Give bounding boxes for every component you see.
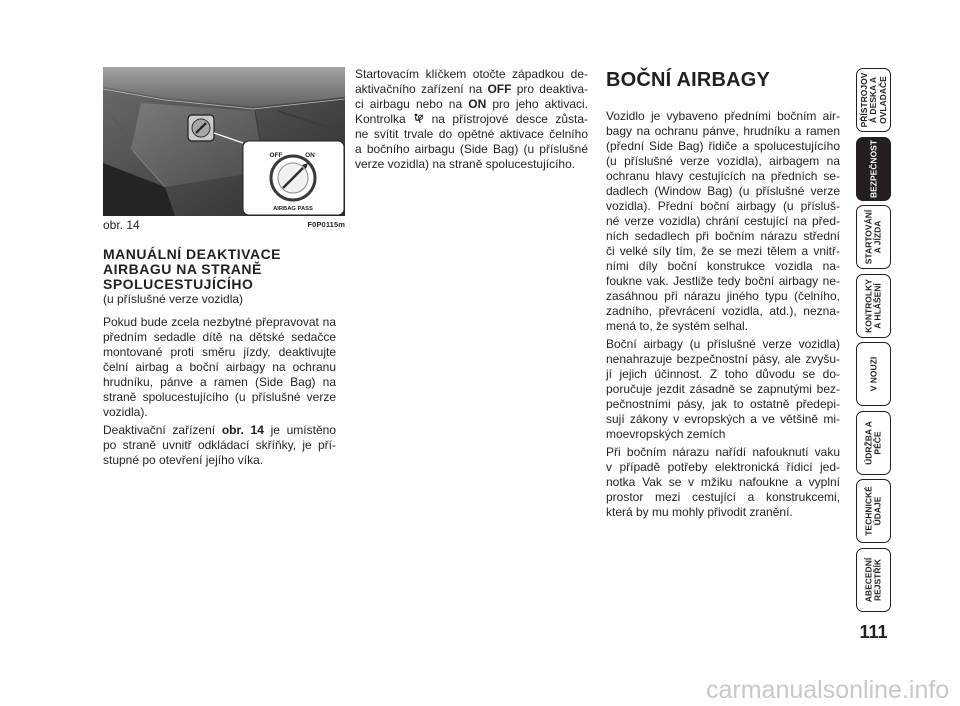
text-run: a bočního airbagu (Side Bag) (u příslušné — [355, 142, 588, 156]
page-number: 111 — [859, 622, 888, 642]
text-run: prostor mezi cestující a konstrukcemi, — [606, 489, 840, 504]
text-line — [606, 199, 840, 214]
text-line — [606, 109, 840, 124]
text-run: která by mu mohly přivodit zranění. — [606, 504, 793, 519]
text-run: ních sedadlech při bočním nárazu střední — [606, 228, 840, 243]
text-line — [606, 244, 840, 259]
text-run: Při bočním nárazu nařídí nafouknutí vaku — [606, 444, 840, 459]
text-line — [606, 367, 840, 382]
text-line — [606, 319, 840, 334]
text-run: vozidla). Přední boční airbagy (u přísluš- — [606, 198, 840, 213]
paragraph — [103, 423, 336, 468]
section-tab[interactable] — [856, 342, 891, 406]
text-run: Startovacím klíčkem otočte západkou de- — [355, 67, 588, 81]
text-line — [606, 475, 840, 490]
figure-photo — [103, 67, 345, 216]
text-line — [103, 330, 336, 345]
text-line — [103, 390, 336, 405]
text-line — [606, 154, 840, 169]
paragraph — [355, 67, 588, 172]
text-run: né verze vozidla) chrání cestující na před- — [606, 213, 840, 228]
bold-text: ON — [468, 97, 487, 111]
section-tab-active[interactable] — [856, 137, 891, 201]
text-run: sují zákony v evropských a ve většině mi- — [606, 411, 840, 426]
text-line — [606, 445, 840, 460]
text-line — [355, 67, 588, 82]
paragraph — [606, 337, 840, 442]
text-run: vozidla). — [103, 404, 148, 419]
section-tab-label-line: A JÍZDA — [872, 220, 883, 254]
section-tab-label — [864, 206, 883, 268]
text-run: moevropských zemích — [606, 426, 726, 441]
section-tab-label-line: TECHNICKÉ — [863, 486, 874, 536]
section-tab-label-line: KONTROLKY — [863, 278, 874, 333]
heading-line: SPOLUCESTUJÍCÍHO — [103, 275, 254, 292]
section-tab-label — [869, 343, 878, 405]
text-line — [606, 304, 840, 319]
figure-number: obr. 14 — [103, 218, 140, 232]
section-tab-label-line: Á DESKA A — [867, 76, 878, 124]
paragraph — [606, 109, 840, 334]
text-run: ne svítit trvale do opětné aktivace čelního — [355, 127, 588, 141]
switch-off-label: OFF — [269, 152, 283, 159]
text-run: Pokud bude zcela nezbytné přepravovat na — [103, 314, 336, 329]
section-tab-label-line: OVLADAČE — [877, 76, 888, 124]
text-run: verze vozidla) na straně spolucestujícího. — [355, 157, 576, 171]
section-heading-manual-deactivation — [103, 247, 336, 307]
section-tab-label-line: PŘÍSTROJOV — [858, 72, 869, 128]
text-run: aktivačního zařízení na — [355, 82, 488, 96]
text-line — [103, 375, 336, 390]
heading-line: MANUÁLNÍ DEAKTIVACE — [103, 245, 282, 262]
section-tab-label — [864, 549, 883, 611]
section-tab-label-line: REJSTŘÍK — [872, 558, 883, 601]
text-run: pro jeho aktivaci. — [486, 97, 589, 111]
text-line — [606, 505, 840, 520]
text-line — [606, 490, 840, 505]
bold-text: obr. 14 — [221, 422, 264, 437]
switch-on-label: ON — [305, 152, 315, 159]
airbag-off-warning-icon — [413, 113, 424, 124]
heading-line: AIRBAGU NA STRANĚ — [103, 260, 262, 277]
text-line — [606, 337, 840, 352]
text-line — [103, 405, 336, 420]
text-line — [606, 274, 840, 289]
section-tab[interactable] — [856, 68, 891, 132]
text-run: mená to, že systém selhal. — [606, 318, 749, 333]
text-line — [355, 157, 588, 172]
text-run: notka Vak se v mžiku nafoukne a vyplní — [606, 474, 840, 489]
paragraph — [103, 315, 336, 420]
switch-airbag-pass-label: AIRBAG PASS — [273, 206, 313, 212]
section-tab-label — [869, 138, 878, 200]
text-line — [355, 142, 588, 157]
text-line — [606, 412, 840, 427]
text-run: bagy na ochranu pánve, hrudníku a ramen — [606, 123, 840, 138]
text-run: Vozidlo je vybaveno předními bočním air- — [606, 108, 840, 123]
text-line — [355, 112, 588, 127]
text-run: čelní airbag a boční airbagy na ochranu — [103, 359, 336, 374]
section-tab-label — [864, 480, 883, 542]
text-run: Deaktivační zařízení — [103, 422, 222, 437]
heading-note: (u příslušné verze vozidla) — [103, 291, 244, 306]
text-line — [606, 169, 840, 184]
watermark: carmanualsonline.info — [706, 676, 950, 704]
section-tab[interactable] — [856, 411, 891, 475]
text-run: či velké síly tím, že se mezi tělem a vnitř- — [606, 243, 840, 258]
text-run: nenahrazuje bezpečnostní pásy, ale zvyšu- — [606, 351, 840, 366]
text-line — [606, 352, 840, 367]
text-run: hrudníku, pánve a ramen (Side Bag) na — [103, 374, 336, 389]
section-tab-label — [864, 412, 883, 474]
text-line — [103, 315, 336, 330]
text-run: dadlech (Window Bag) (u příslušné verze — [606, 183, 840, 198]
text-run: je umístěno — [263, 422, 336, 437]
text-line — [355, 82, 588, 97]
section-tab-label — [860, 69, 888, 131]
text-run: předním sedadle dítě na dětské sedačce — [103, 329, 336, 344]
section-tab-label-line: BEZPEČNOST — [867, 139, 878, 198]
text-line — [606, 139, 840, 154]
text-line — [103, 423, 336, 438]
figure-caption — [103, 218, 345, 232]
text-line — [606, 259, 840, 274]
text-run: Boční airbagy (u příslušné verze vozidla) — [606, 336, 840, 351]
text-line — [355, 127, 588, 142]
section-tab-label — [864, 275, 883, 337]
text-run: straně spolucestujícího (u příslušné verze — [103, 389, 336, 404]
section-tab-label-line: A HLÁŠENÍ — [872, 282, 883, 329]
section-tab[interactable] — [856, 548, 891, 612]
text-run: v případě potřeby elektronická řídicí jed- — [606, 459, 840, 474]
airbag-switch-photo — [103, 67, 345, 216]
text-line — [606, 229, 840, 244]
text-line — [355, 97, 588, 112]
section-tab-label-line: PÉČE — [872, 430, 883, 455]
text-line — [606, 427, 840, 442]
text-run: zadního, převrácení vozidla, atd.), nezna- — [606, 303, 840, 318]
text-line — [606, 397, 840, 412]
section-tab-label-line: ÚDAJE — [872, 496, 883, 526]
airbag-switch — [188, 115, 214, 141]
text-run: zasáhnou při nárazu jiného typu (čelního, — [606, 288, 840, 303]
text-run: montované proti směru jízdy, deaktivujte — [103, 344, 336, 359]
text-run: po straně uvnitř odkládací skříňky, je pří- — [103, 437, 336, 452]
text-run: foukne vak. Jestliže tedy boční airbagy ne- — [606, 273, 840, 288]
bold-text: OFF — [487, 82, 512, 96]
text-line — [606, 184, 840, 199]
text-run: (přední Side Bag) řidiče a spolucestujícího — [606, 138, 840, 153]
middle-column-text — [355, 67, 588, 172]
paragraph — [606, 445, 840, 520]
text-run: (u příslušné verze vozidla), airbagem na — [606, 153, 840, 168]
section-tab[interactable] — [856, 274, 891, 338]
text-run: poručuje jezdit zásadně se zapnutými bez- — [606, 381, 840, 396]
section-heading-side-airbags: BOČNÍ AIRBAGY — [606, 69, 771, 91]
text-line — [606, 289, 840, 304]
switch-closeup-inset — [243, 141, 344, 215]
section-tab-label-line: STARTOVÁNÍ — [863, 209, 874, 265]
section-tab-label-line: ÚDRŽBA A — [863, 420, 874, 465]
text-line — [103, 438, 336, 453]
text-run: stupné po otevření jejího víka. — [103, 452, 264, 467]
section-tab[interactable] — [856, 205, 891, 269]
text-run: ci airbagu nebo na — [355, 97, 469, 111]
section-tab[interactable] — [856, 479, 891, 543]
text-run: Kontrolka — [355, 112, 414, 126]
text-line — [606, 124, 840, 139]
text-line — [103, 453, 336, 468]
figure-code: F0P0115m — [307, 220, 345, 229]
text-run: ními díly boční konstrukce vozidla na- — [606, 258, 840, 273]
text-run: ochranu hlavy cestujících na předních se- — [606, 168, 840, 183]
text-run: jí jejich účinnost. Z toho důvodu se do- — [606, 366, 840, 381]
left-column-text — [103, 315, 336, 468]
text-line — [103, 345, 336, 360]
section-tab-label-line: V NOUZI — [867, 356, 878, 392]
text-run: pečnostními pásy, jak to ostatně předepi- — [606, 396, 840, 411]
text-run: pro deaktiva- — [511, 82, 588, 96]
text-line — [606, 382, 840, 397]
right-column-text — [606, 109, 840, 520]
section-tab-label-line: ABECEDNÍ — [863, 557, 874, 602]
text-run: na přístrojové desce zůsta- — [424, 112, 589, 126]
text-line — [606, 214, 840, 229]
text-line — [606, 460, 840, 475]
text-line — [103, 360, 336, 375]
